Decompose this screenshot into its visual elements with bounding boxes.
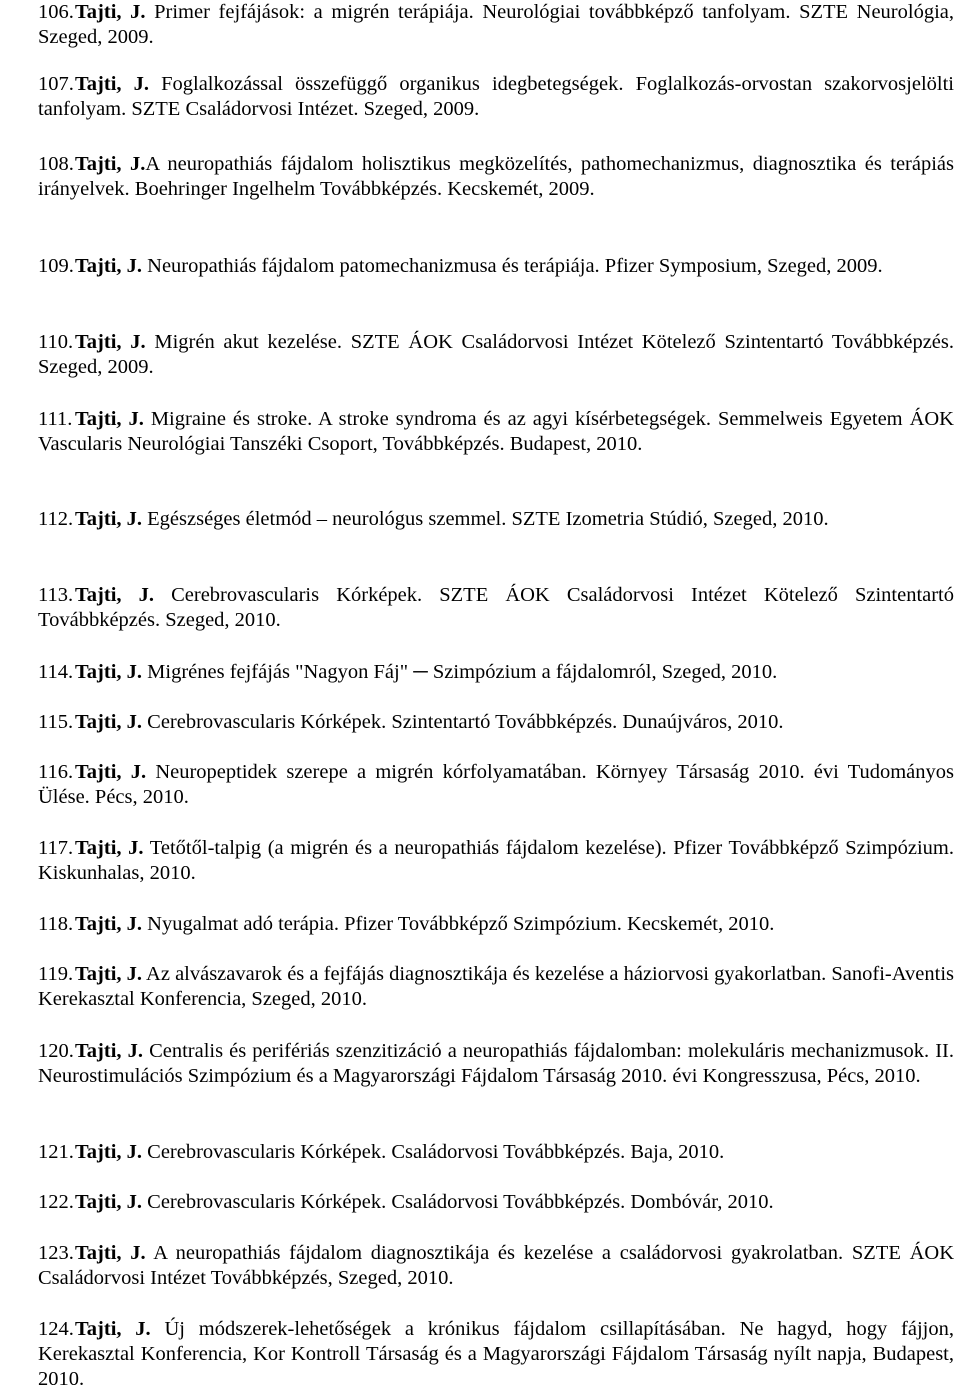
entry-author: Tajti, J. bbox=[75, 1141, 143, 1163]
entry-number: 109. bbox=[38, 255, 74, 277]
entry-number: 110. bbox=[38, 331, 74, 353]
entry-text: Az alvászavarok és a fejfájás diagnosztikája és kezelése a háziorvosi gyakorlatban. Sanofi-Aventis Kerekasztal Konferencia, Szeged, 2010. bbox=[38, 963, 954, 1010]
entry-number: 111. bbox=[38, 408, 73, 430]
reference-entry-114 bbox=[38, 660, 954, 685]
entry-number: 114. bbox=[38, 661, 74, 683]
entry-author: Tajti, J. bbox=[75, 1, 146, 23]
entry-text: Cerebrovascularis Kórképek. Családorvosi Továbbképzés. Baja, 2010. bbox=[142, 1141, 725, 1163]
entry-author: Tajti, J. bbox=[75, 1318, 151, 1340]
entry-author: Tajti, J. bbox=[75, 761, 147, 783]
entry-number: 118. bbox=[38, 913, 74, 935]
entry-text: Migrénes fejfájás "Nagyon Fáj" ─ Szimpózium a fájdalomról, Szeged, 2010. bbox=[142, 661, 778, 683]
entry-author: Tajti, J. bbox=[75, 508, 143, 530]
entry-number: 117. bbox=[38, 837, 74, 859]
entry-text: Neuropathiás fájdalom patomechanizmusa és terápiája. Pfizer Symposium, Szeged, 2009. bbox=[142, 255, 883, 277]
reference-entry-118 bbox=[38, 912, 954, 937]
entry-text: Tetőtől-talpig (a migrén és a neuropathiás fájdalom kezelése). Pfizer Továbbképző Szimpózium. Kiskunhalas, 2010. bbox=[38, 837, 955, 884]
entry-text: A neuropathiás fájdalom diagnosztikája és kezelése a családorvosi gyakrolatban. SZTE ÁOK Családorvosi Intézet Továbbképzés, Szeged, 2010. bbox=[38, 1242, 954, 1289]
entry-author: Tajti, J. bbox=[75, 255, 143, 277]
reference-entry-120 bbox=[38, 1039, 954, 1089]
entry-text: Cerebrovascularis Kórképek. Családorvosi Továbbképzés. Dombóvár, 2010. bbox=[142, 1191, 774, 1213]
entry-author: Tajti, J. bbox=[75, 711, 143, 733]
entry-text: A neuropathiás fájdalom holisztikus megközelítés, pathomechanizmus, diagnosztika és terápiás irányelvek. Boehringer Ingelhelm Továbbképzés. Kecskemét, 2009. bbox=[38, 153, 955, 200]
reference-entry-121 bbox=[38, 1140, 954, 1165]
entry-number: 107. bbox=[38, 73, 74, 95]
entry-text: Migraine és stroke. A stroke syndroma és az agyi kísérbetegségek. Semmelweis Egyetem ÁOK Vascularis Neurológiai Tanszéki Csoport, Továbbképzés. Budapest, 2010. bbox=[38, 408, 954, 455]
reference-entry-116 bbox=[38, 760, 954, 810]
entry-author: Tajti, J. bbox=[75, 331, 146, 353]
entry-text: Új módszerek-lehetőségek a krónikus fájdalom csillapításában. Ne hagyd, hogy fájjon, Kerekasztal Konferencia, Kor Kontroll Társaság és a Magyarországi Fájdalom Társaság nyílt napja, Budapest, 2010. bbox=[38, 1318, 954, 1390]
entry-number: 106. bbox=[38, 1, 74, 23]
reference-entry-106 bbox=[38, 0, 954, 50]
reference-entry-111 bbox=[38, 407, 954, 457]
entry-number: 121. bbox=[38, 1141, 74, 1163]
entry-number: 119. bbox=[38, 963, 74, 985]
entry-author: Tajti, J. bbox=[75, 1191, 143, 1213]
entry-author: Tajti, J. bbox=[75, 584, 154, 606]
entry-text: Egészséges életmód – neurológus szemmel. SZTE Izometria Stúdió, Szeged, 2010. bbox=[142, 508, 829, 530]
entry-text: Cerebrovascularis Kórképek. SZTE ÁOK Családorvosi Intézet Kötelező Szintentartó Továbbképzés. Szeged, 2010. bbox=[38, 584, 955, 631]
entry-text: Foglalkozással összefüggő organikus idegbetegségek. Foglalkozás-orvostan szakorvosjelölti tanfolyam. SZTE Családorvosi Intézet. Szeged, 2009. bbox=[38, 73, 954, 120]
entry-text: Nyugalmat adó terápia. Pfizer Továbbképző Szimpózium. Kecskemét, 2010. bbox=[142, 913, 775, 935]
entry-author: Tajti, J. bbox=[75, 1040, 143, 1062]
reference-entry-109 bbox=[38, 254, 954, 279]
entry-text: Centralis és perifériás szenzitizáció a neuropathiás fájdalomban: molekuláris mechanizmusok. II. Neurostimulációs Szimpózium és a Magyarországi Fájdalom Társaság 2010. évi Kongresszusa, Pécs, 2010. bbox=[38, 1040, 955, 1087]
entry-author: Tajti, J. bbox=[75, 73, 149, 95]
reference-entry-117 bbox=[38, 836, 954, 886]
entry-text: Cerebrovascularis Kórképek. Szintentartó Továbbképzés. Dunaújváros, 2010. bbox=[142, 711, 784, 733]
reference-entry-119 bbox=[38, 962, 954, 1012]
entry-author: Tajti, J. bbox=[75, 153, 146, 175]
reference-entry-108 bbox=[38, 152, 954, 202]
reference-entry-113 bbox=[38, 583, 954, 633]
entry-number: 115. bbox=[38, 711, 74, 733]
reference-entry-115 bbox=[38, 710, 954, 735]
entry-author: Tajti, J. bbox=[75, 913, 143, 935]
entry-number: 108. bbox=[38, 153, 74, 175]
entry-author: Tajti, J. bbox=[75, 837, 144, 859]
entry-number: 120. bbox=[38, 1040, 74, 1062]
reference-entry-112 bbox=[38, 507, 954, 532]
reference-entry-123 bbox=[38, 1241, 954, 1291]
entry-number: 112. bbox=[38, 508, 74, 530]
entry-author: Tajti, J. bbox=[75, 1242, 146, 1264]
entry-text: Primer fejfájások: a migrén terápiája. Neurológiai továbbképző tanfolyam. SZTE Neurológia, Szeged, 2009. bbox=[38, 1, 955, 48]
entry-number: 124. bbox=[38, 1318, 74, 1340]
reference-entry-124 bbox=[38, 1317, 954, 1392]
reference-entry-110 bbox=[38, 330, 954, 380]
entry-number: 122. bbox=[38, 1191, 74, 1213]
entry-text: Migrén akut kezelése. SZTE ÁOK Családorvosi Intézet Kötelező Szintentartó Továbbképzés. Szeged, 2009. bbox=[38, 331, 954, 378]
entry-author: Tajti, J. bbox=[75, 963, 143, 985]
reference-entry-107 bbox=[38, 72, 954, 122]
entry-number: 113. bbox=[38, 584, 74, 606]
entry-number: 116. bbox=[38, 761, 74, 783]
entry-text: Neuropeptidek szerepe a migrén kórfolyamatában. Környey Társaság 2010. évi Tudományos Ülése. Pécs, 2010. bbox=[38, 761, 955, 808]
entry-author: Tajti, J. bbox=[75, 408, 144, 430]
reference-entry-122 bbox=[38, 1190, 954, 1215]
entry-author: Tajti, J. bbox=[75, 661, 143, 683]
entry-number: 123. bbox=[38, 1242, 74, 1264]
